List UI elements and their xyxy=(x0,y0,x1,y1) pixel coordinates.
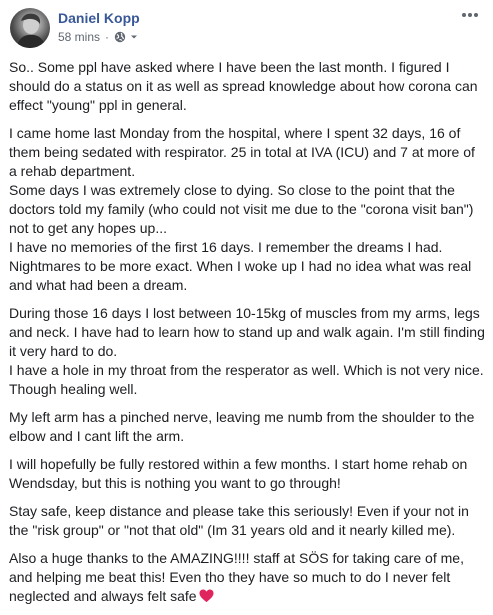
meta-separator: · xyxy=(105,30,110,44)
post-text-line: effect "young" ppl in general. xyxy=(9,97,187,113)
post-text-line: Also a huge thanks to the AMAZING!!!! staff at SÖS for taking care of me, xyxy=(9,550,464,566)
post-text-line: the "risk group" or "not that old" (Im 31 years old and it nearly killed me). xyxy=(9,522,456,538)
post-paragraph xyxy=(9,124,483,295)
post-text-line: So.. Some ppl have asked where I have been the last month. I figured I xyxy=(9,59,450,75)
post-body xyxy=(9,58,483,615)
post-paragraph xyxy=(9,304,483,399)
post-paragraph xyxy=(9,408,483,446)
post-text-line: elbow and I cant lift the arm. xyxy=(9,428,185,444)
more-options-icon[interactable] xyxy=(459,10,481,24)
post-text-line: Wendsday, but this is nothing you want to go through! xyxy=(9,475,341,491)
post-meta xyxy=(58,30,138,44)
globe-icon[interactable] xyxy=(114,31,126,43)
post-text-line: Nightmares to be more exact. When I woke up I had no idea what was real xyxy=(9,258,472,274)
post-text-line: them being sedated with respirator. 25 in total at IVA (ICU) and 7 at more of xyxy=(9,144,475,160)
chevron-down-icon[interactable] xyxy=(130,33,138,41)
heart-icon xyxy=(199,589,214,603)
avatar-image xyxy=(10,8,50,48)
post-text-line: Stay safe, keep distance and please take this seriously! Even if your not in xyxy=(9,503,469,519)
post-text-line: I have a hole in my throat from the resperator as well. Which is not very nice. xyxy=(9,362,484,378)
post-paragraph xyxy=(9,549,483,606)
post-text-line: Though healing well. xyxy=(9,381,138,397)
post-text-line: a rehab department. xyxy=(9,163,136,179)
post-text-line: neglected and always felt safe xyxy=(9,587,483,606)
post-text-line: I have no memories of the first 16 days. I remember the dreams I had. xyxy=(9,239,443,255)
post-text-line: should do a status on it as well as spread knowledge about how corona can xyxy=(9,78,478,94)
post-header xyxy=(10,8,485,48)
post-paragraph xyxy=(9,502,483,540)
post-text-line: and what had been a dream. xyxy=(9,277,188,293)
author-name[interactable]: Daniel Kopp xyxy=(58,10,140,26)
post-paragraph xyxy=(9,455,483,493)
post-text-line: During those 16 days I lost between 10-15kg of muscles from my arms, legs xyxy=(9,305,480,321)
post-text-line: My left arm has a pinched nerve, leaving me numb from the shoulder to the xyxy=(9,409,475,425)
post-text-line: and helping me beat this! Even tho they have so much to do I never felt xyxy=(9,569,451,585)
post-timestamp[interactable]: 58 mins xyxy=(58,30,101,44)
post-text-line: and neck. I have had to learn how to stand up and walk again. I'm still finding xyxy=(9,324,485,340)
post-text-line: I came home last Monday from the hospital, where I spent 32 days, 16 of xyxy=(9,125,461,141)
post-text-line: Some days I was extremely close to dying. So close to the point that the xyxy=(9,182,455,198)
post-text-line: doctors told my family (who could not visit me due to the "corona visit ban") xyxy=(9,201,474,217)
post-text-line: I will hopefully be fully restored within a few months. I start home rehab on xyxy=(9,456,468,472)
post-paragraph xyxy=(9,58,483,115)
post-text-line: not to get any hopes up... xyxy=(9,220,168,236)
post-text-line: it very hard to do. xyxy=(9,343,118,359)
avatar[interactable] xyxy=(10,8,50,48)
